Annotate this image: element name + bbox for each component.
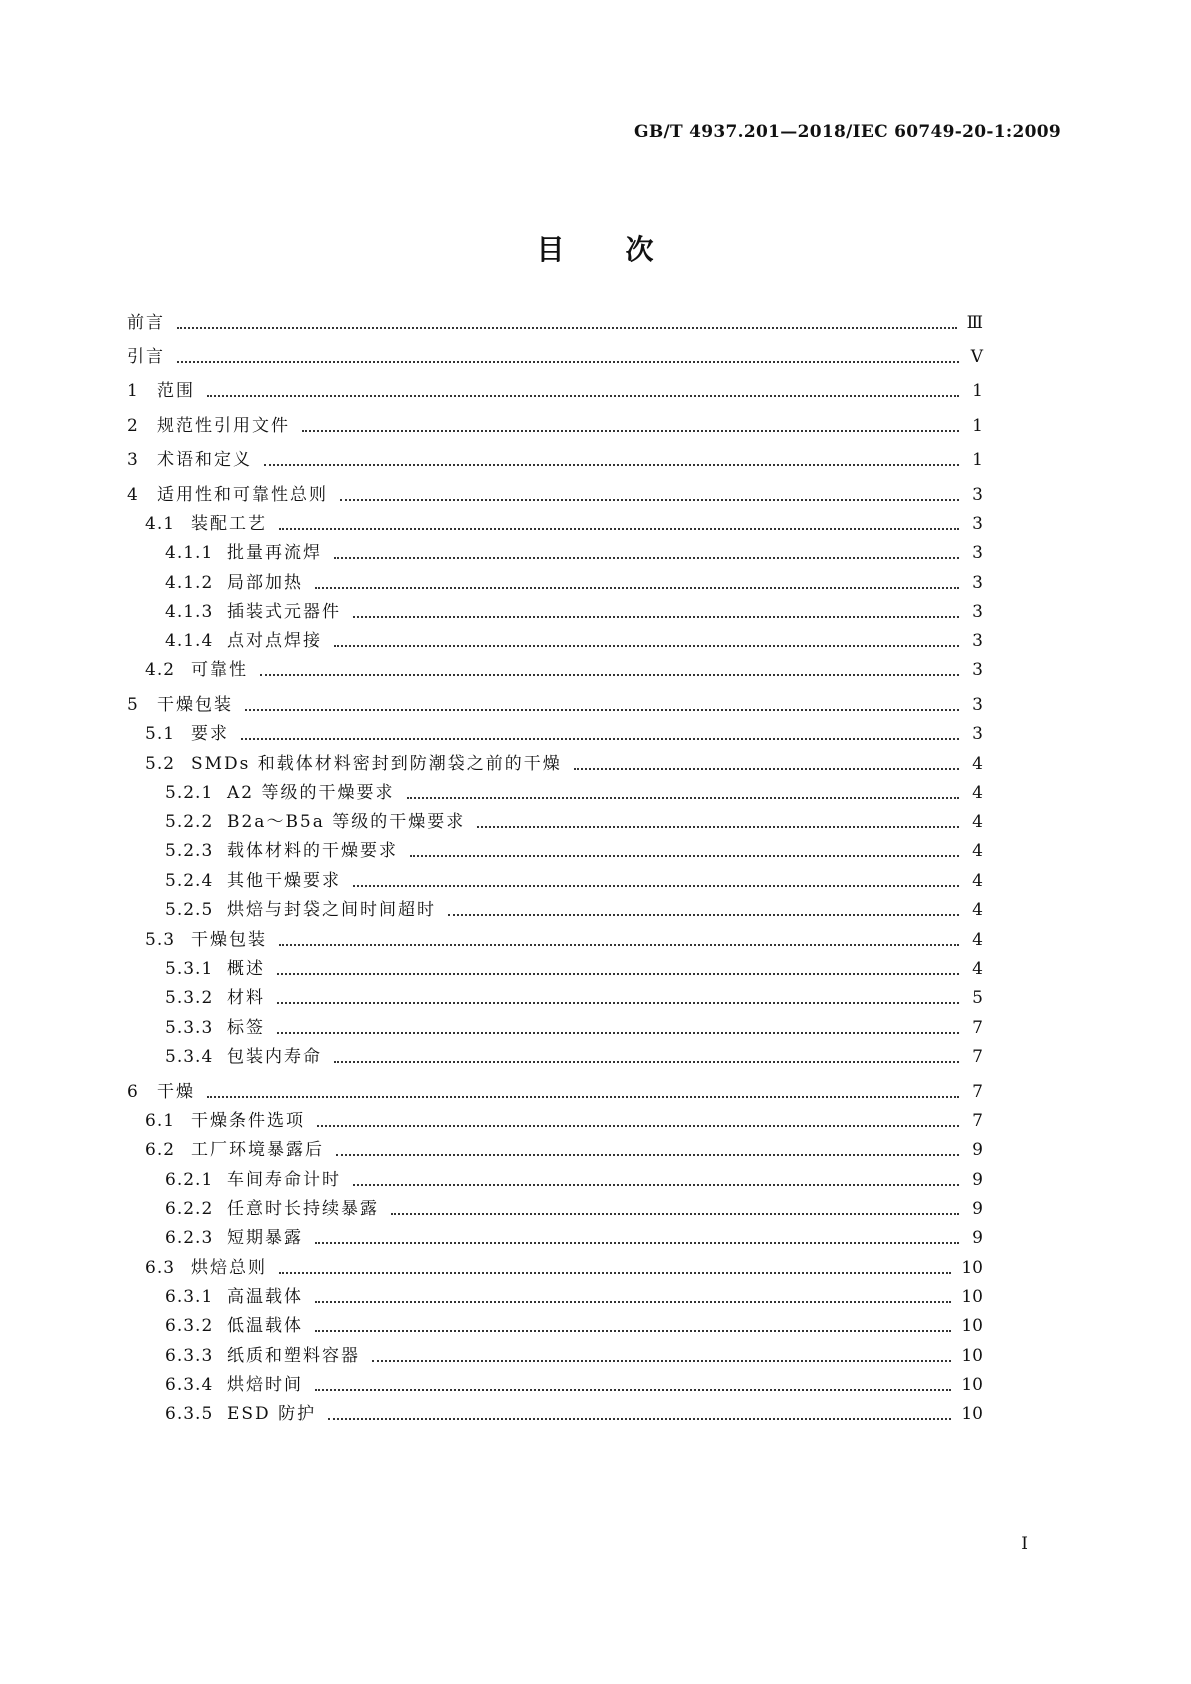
toc-entry[interactable] xyxy=(145,1108,983,1134)
page-title xyxy=(0,228,1191,268)
toc-entry-page: 9 xyxy=(972,1140,983,1160)
toc-entry-number: 5.3.4 xyxy=(165,1047,214,1067)
toc-leader-dots xyxy=(336,1154,959,1156)
toc-entry-page: 3 xyxy=(972,631,983,651)
toc-entry-number: 4.1.2 xyxy=(165,573,214,593)
toc-leader-dots xyxy=(260,674,959,676)
toc-entry[interactable] xyxy=(145,657,983,683)
toc-entry-title: 概述 xyxy=(227,959,265,979)
toc-entry-page: 3 xyxy=(972,660,983,680)
toc-entry-number: 3 xyxy=(127,450,139,470)
toc-entry-page: 10 xyxy=(961,1404,983,1424)
toc-entry-page: 1 xyxy=(972,416,983,436)
toc-entry[interactable] xyxy=(165,570,983,596)
toc-entry-number: 6.3 xyxy=(145,1258,176,1278)
toc-entry-title: 适用性和可靠性总则 xyxy=(157,485,328,505)
toc-entry-number: 6 xyxy=(127,1082,139,1102)
toc-entry-number: 5.2 xyxy=(145,754,176,774)
toc-entry-number: 5.2.2 xyxy=(165,812,214,832)
toc-entry-title: 干燥包装 xyxy=(157,695,233,715)
toc-entry[interactable] xyxy=(165,1372,983,1398)
toc-entry-number: 6.2.2 xyxy=(165,1199,214,1219)
toc-entry-title: 可靠性 xyxy=(191,660,248,680)
toc-leader-dots xyxy=(177,327,957,329)
toc-entry[interactable] xyxy=(127,413,983,439)
standard-code: GB/T 4937.201—2018/IEC 60749-20-1:2009 xyxy=(634,122,1061,142)
toc-entry-title: 车间寿命计时 xyxy=(227,1170,341,1190)
toc-entry-page: 1 xyxy=(972,381,983,401)
toc-entry-page: 3 xyxy=(972,543,983,563)
toc-entry[interactable] xyxy=(165,868,983,894)
toc-entry-page: 3 xyxy=(972,695,983,715)
toc-entry-title: 烘焙时间 xyxy=(227,1375,303,1395)
toc-entry[interactable] xyxy=(165,628,983,654)
toc-leader-dots xyxy=(477,826,959,828)
toc-entry[interactable] xyxy=(127,378,983,404)
toc-entry[interactable] xyxy=(165,540,983,566)
toc-leader-dots xyxy=(264,464,959,466)
toc-leader-dots xyxy=(334,1061,959,1063)
toc-entry[interactable] xyxy=(165,985,983,1011)
toc-entry-page: 4 xyxy=(972,930,983,950)
toc-entry-number: 6.3.4 xyxy=(165,1375,214,1395)
toc-leader-dots xyxy=(353,885,959,887)
toc-entry[interactable] xyxy=(165,1225,983,1251)
toc-leader-dots xyxy=(448,914,959,916)
toc-entry-page: 3 xyxy=(972,724,983,744)
toc-entry-page: 3 xyxy=(972,573,983,593)
toc-leader-dots xyxy=(340,499,959,501)
toc-entry-number: 4.1.3 xyxy=(165,602,214,622)
toc-entry-number: 1 xyxy=(127,381,139,401)
toc-entry[interactable] xyxy=(165,1401,983,1427)
toc-entry[interactable] xyxy=(145,511,983,537)
toc-entry-number: 6.1 xyxy=(145,1111,176,1131)
toc-entry-number: 5 xyxy=(127,695,139,715)
toc-entry-title: 批量再流焊 xyxy=(227,543,322,563)
toc-entry[interactable] xyxy=(145,1255,983,1281)
toc-entry-title: ESD 防护 xyxy=(227,1404,317,1424)
toc-entry-page: 7 xyxy=(972,1111,983,1131)
toc-leader-dots xyxy=(372,1360,951,1362)
toc-entry-number: 6.3.1 xyxy=(165,1287,214,1307)
toc-entry-title: 装配工艺 xyxy=(191,514,267,534)
toc-leader-dots xyxy=(279,528,959,530)
toc-leader-dots xyxy=(277,1032,959,1034)
toc-entry-number: 5.2.5 xyxy=(165,900,214,920)
toc-entry[interactable] xyxy=(165,838,983,864)
toc-entry-number: 5.2.1 xyxy=(165,783,214,803)
toc-entry-title: 点对点焊接 xyxy=(227,631,322,651)
toc-entry-title: 包装内寿命 xyxy=(227,1047,322,1067)
toc-entry[interactable] xyxy=(127,447,983,473)
toc-entry-number: 5.3.2 xyxy=(165,988,214,1008)
toc-entry-title: 纸质和塑料容器 xyxy=(227,1346,360,1366)
toc-entry-number: 4.1.4 xyxy=(165,631,214,651)
toc-leader-dots xyxy=(177,361,959,363)
toc-entry-number: 5.1 xyxy=(145,724,176,744)
toc-leader-dots xyxy=(279,944,959,946)
toc-entry-title: 其他干燥要求 xyxy=(227,871,341,891)
toc-entry[interactable] xyxy=(165,1196,983,1222)
title-char-2: 次 xyxy=(625,233,655,266)
toc-entry[interactable] xyxy=(127,482,983,508)
toc-entry-number: 5.3.3 xyxy=(165,1018,214,1038)
toc-entry[interactable] xyxy=(127,344,983,370)
toc-entry-title: 插装式元器件 xyxy=(227,602,341,622)
title-char-1: 目 xyxy=(536,233,566,266)
toc-leader-dots xyxy=(407,797,960,799)
toc-entry-page: 4 xyxy=(972,812,983,832)
toc-entry-page: Ⅴ xyxy=(970,347,983,367)
toc-entry[interactable] xyxy=(165,1284,983,1310)
toc-leader-dots xyxy=(334,557,959,559)
page-number: I xyxy=(1021,1534,1028,1554)
toc-entry-page: 10 xyxy=(961,1346,983,1366)
toc-entry-title: 任意时长持续暴露 xyxy=(227,1199,379,1219)
toc-entry[interactable] xyxy=(145,927,983,953)
toc-entry[interactable] xyxy=(165,1015,983,1041)
toc-leader-dots xyxy=(574,768,959,770)
toc-entry[interactable] xyxy=(165,599,983,625)
toc-entry-page: 4 xyxy=(972,900,983,920)
toc-entry-number: 6.3.2 xyxy=(165,1316,214,1336)
toc-leader-dots xyxy=(277,1002,959,1004)
toc-leader-dots xyxy=(245,709,959,711)
toc-leader-dots xyxy=(279,1272,951,1274)
toc-entry-number: 5.2.4 xyxy=(165,871,214,891)
toc-entry-number: 6.2.1 xyxy=(165,1170,214,1190)
toc-leader-dots xyxy=(353,1184,959,1186)
toc-entry-title: 干燥 xyxy=(157,1082,195,1102)
toc-entry-title: 范围 xyxy=(157,381,195,401)
toc-entry-number: 2 xyxy=(127,416,139,436)
toc-entry-title: 规范性引用文件 xyxy=(157,416,290,436)
toc-entry-page: 7 xyxy=(972,1018,983,1038)
toc-entry[interactable] xyxy=(165,1044,983,1070)
toc-entry-page: 3 xyxy=(972,602,983,622)
toc-entry[interactable] xyxy=(165,897,983,923)
toc-entry-page: 10 xyxy=(961,1258,983,1278)
toc-leader-dots xyxy=(315,1242,959,1244)
toc-entry-page: 10 xyxy=(961,1375,983,1395)
toc-entry-title: 高温载体 xyxy=(227,1287,303,1307)
toc-leader-dots xyxy=(410,855,959,857)
toc-leader-dots xyxy=(302,430,959,432)
toc-entry-page: 4 xyxy=(972,754,983,774)
toc-entry-number: 6.2 xyxy=(145,1140,176,1160)
toc-entry[interactable] xyxy=(127,1079,983,1105)
toc-entry-page: 4 xyxy=(972,783,983,803)
toc-entry-number: 4 xyxy=(127,485,139,505)
toc-entry-title: 前言 xyxy=(127,313,165,333)
toc-entry-title: 短期暴露 xyxy=(227,1228,303,1248)
toc-entry[interactable] xyxy=(165,809,983,835)
toc-entry-number: 4.1 xyxy=(145,514,176,534)
toc-entry-page: Ⅲ xyxy=(966,313,983,333)
toc-entry-title: 引言 xyxy=(127,347,165,367)
toc-entry-number: 6.2.3 xyxy=(165,1228,214,1248)
toc-entry-title: B2a～B5a 等级的干燥要求 xyxy=(227,812,466,832)
toc-leader-dots xyxy=(334,645,959,647)
toc-entry-title: 要求 xyxy=(191,724,229,744)
toc-entry-title: 烘焙与封袋之间时间超时 xyxy=(227,900,436,920)
toc-entry-title: 低温载体 xyxy=(227,1316,303,1336)
toc-entry-page: 5 xyxy=(972,988,983,1008)
toc-leader-dots xyxy=(315,1330,951,1332)
toc-entry-number: 5.3.1 xyxy=(165,959,214,979)
toc-entry-page: 10 xyxy=(961,1316,983,1336)
toc-entry[interactable] xyxy=(165,1343,983,1369)
toc-entry-page: 9 xyxy=(972,1228,983,1248)
toc-entry[interactable] xyxy=(165,1313,983,1339)
toc-entry-page: 4 xyxy=(972,959,983,979)
toc-entry-page: 4 xyxy=(972,871,983,891)
toc-leader-dots xyxy=(277,973,959,975)
toc-entry[interactable] xyxy=(165,780,983,806)
toc-entry[interactable] xyxy=(127,692,983,718)
toc-leader-dots xyxy=(241,738,959,740)
toc-entry-number: 4.1.1 xyxy=(165,543,214,563)
toc-leader-dots xyxy=(315,587,959,589)
toc-entry[interactable] xyxy=(145,721,983,747)
toc-entry-page: 9 xyxy=(972,1199,983,1219)
toc-leader-dots xyxy=(317,1125,959,1127)
toc-entry-page: 7 xyxy=(972,1047,983,1067)
toc-entry-title: 烘焙总则 xyxy=(191,1258,267,1278)
toc-entry-number: 5.2.3 xyxy=(165,841,214,861)
toc-leader-dots xyxy=(315,1301,951,1303)
toc-entry-page: 10 xyxy=(961,1287,983,1307)
toc-entry-title: 标签 xyxy=(227,1018,265,1038)
toc-entry-number: 4.2 xyxy=(145,660,176,680)
toc-entry-title: 干燥包装 xyxy=(191,930,267,950)
toc-entry-page: 9 xyxy=(972,1170,983,1190)
toc-leader-dots xyxy=(315,1389,951,1391)
toc-entry[interactable] xyxy=(145,751,983,777)
toc-leader-dots xyxy=(207,1096,959,1098)
toc-leader-dots xyxy=(391,1213,959,1215)
toc-entry-number: 5.3 xyxy=(145,930,176,950)
toc-entry-title: 术语和定义 xyxy=(157,450,252,470)
toc-entry-title: A2 等级的干燥要求 xyxy=(227,783,395,803)
toc-entry-page: 1 xyxy=(972,450,983,470)
toc-entry-number: 6.3.3 xyxy=(165,1346,214,1366)
toc-entry[interactable] xyxy=(165,956,983,982)
toc-entry-title: 工厂环境暴露后 xyxy=(191,1140,324,1160)
toc-entry-page: 4 xyxy=(972,841,983,861)
toc-entry-page: 7 xyxy=(972,1082,983,1102)
toc-entry-title: 载体材料的干燥要求 xyxy=(227,841,398,861)
toc-entry[interactable] xyxy=(165,1167,983,1193)
toc-entry-title: 干燥条件选项 xyxy=(191,1111,305,1131)
toc-entry-page: 3 xyxy=(972,485,983,505)
toc-entry[interactable] xyxy=(127,310,983,336)
toc-entry-title: 局部加热 xyxy=(227,573,303,593)
toc-leader-dots xyxy=(353,616,959,618)
toc-entry[interactable] xyxy=(145,1137,983,1163)
toc-leader-dots xyxy=(328,1418,951,1420)
toc-entry-title: SMDs 和载体材料密封到防潮袋之前的干燥 xyxy=(191,754,562,774)
toc-entry-number: 6.3.5 xyxy=(165,1404,214,1424)
toc-leader-dots xyxy=(207,395,959,397)
toc-entry-page: 3 xyxy=(972,514,983,534)
toc-entry-title: 材料 xyxy=(227,988,265,1008)
